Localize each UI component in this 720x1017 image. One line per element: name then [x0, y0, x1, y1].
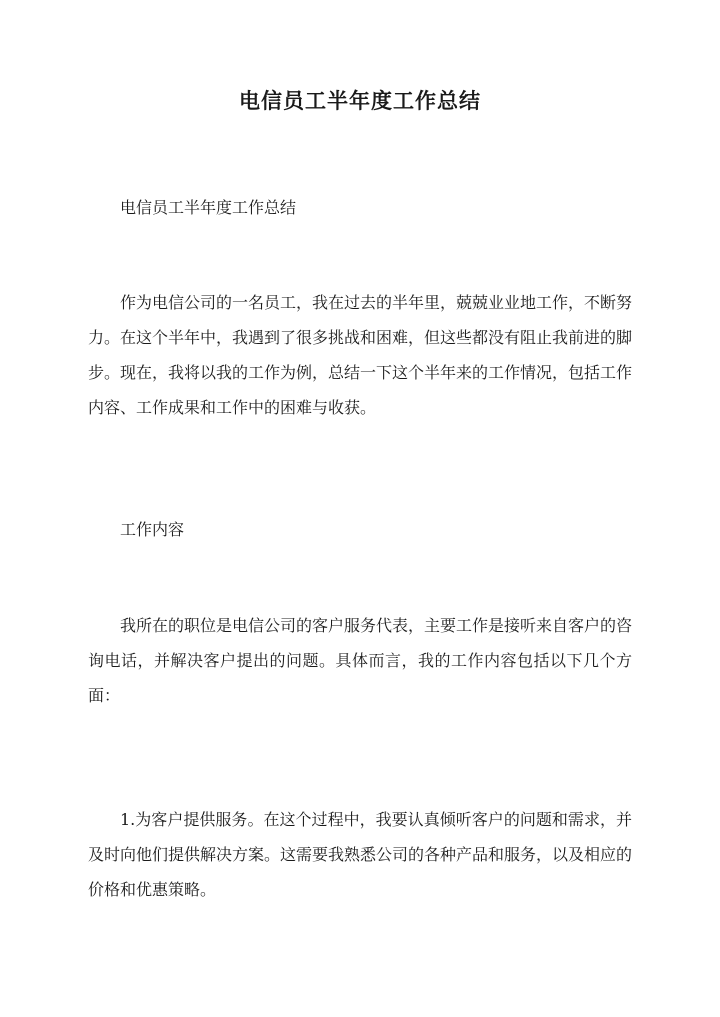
role-paragraph: 我所在的职位是电信公司的客户服务代表，主要工作是接听来自客户的咨询电话，并解决客户提出的问题。具体而言，我的工作内容包括以下几个方面： [88, 616, 633, 705]
list-item-1-paragraph: 1.为客户提供服务。在这个过程中，我要认真倾听客户的问题和需求，并及时向他们提供解决方案。这需要我熟悉公司的各种产品和服务，以及相应的价格和优惠策略。 [88, 810, 633, 899]
document-title: 电信员工半年度工作总结 [239, 88, 481, 113]
subtitle-paragraph: 电信员工半年度工作总结 [120, 198, 297, 217]
section-heading-work-content: 工作内容 [120, 520, 185, 539]
intro-paragraph: 作为电信公司的一名员工，我在过去的半年里，兢兢业业地工作，不断努力。在这个半年中，我遇到了很多挑战和困难，但这些都没有阻止我前进的脚步。现在，我将以我的工作为例，总结一下这个半年来的工作情况，包括工作内容、工作成果和工作中的困难与收获。 [88, 293, 633, 417]
